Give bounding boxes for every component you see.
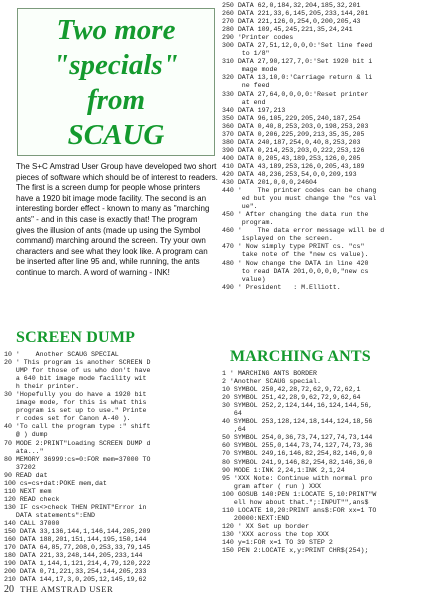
marching-ants-listing: 1 ' MARCHING ANTS BORDER 2 'Another SCAUG special. 10 SYMBOL 250,42,28,72,62,9,72,62,1 20 SYMBOL 251,42,28,9,62,72,9,62,64 30 SYMBOL 252,2,124,144,16,124,144,56, 64 40 SYMBOL 253,128,124,18,144,124,18,56 ,64 50 SYMBOL 254,0,36,73,74,127,74,73,144 60 SYMBOL 255,0,144,73,74,127,74,73,36 70 SYMBOL 249,16,146,82,254,82,146,9,0 80 SYMBOL 241,9,146,82,254,82,146,36,0 90 MODE 1:INK 2,24,1:INK 2,1,24 95 'XXX Note: Continue with normal pro gram after ( run ) XXX 100 GOSUB 140:PEN 1:LOCATE 5,10:PRINT"W ell how about that.";:INPUT"",ans$ 110 LOCATE 10,20:PRINT ans$:FOR xx=1 TO 20000:NEXT:END 120 ' XX Set up border 130 'XXX across the top XXX 140 y=1:FOR x=1 TO 39 STEP 2 150 PEN 2:LOCATE x,y:PRINT CHR$(254); bbox=[222, 370, 377, 555]
title-box bbox=[17, 8, 215, 156]
left-column bbox=[4, 8, 219, 581]
intro-paragraph: The S+C Amstrad User Group have developed two short pieces of software which should be of interest to readers. The first is a screen dump for people whose printers have a 1920 bit image mode facility. The second is an interesting border effect - known to many as "marching ants" - and in this case is exactly that! The program gives the illusion of ants (made up using the Symbol command) marching around the screen. Try your own characters and see what they look like. A program can be inserted after line 95 and, while running, the ants continue to march. A word of warning - INK! bbox=[16, 162, 218, 277]
magazine-name: THE AMSTRAD USER bbox=[20, 584, 114, 594]
page-footer bbox=[4, 582, 304, 596]
marching-ants-heading: MARCHING ANTS bbox=[230, 348, 371, 365]
headline: Two more "specials" from SCAUG bbox=[53, 14, 179, 151]
page-number: 20 bbox=[4, 584, 14, 595]
screen-dump-listing-continued: 250 DATA 62,0,184,32,204,185,32,201 260 DATA 221,33,6,145,205,233,144,201 270 DATA 221,126,0,254,0,200,205,43 280 DATA 109,45,245,221,35,24,241 290 'Printer codes 300 DATA 27,51,12,0,0,0:'Set line feed to 1/8" 310 DATA 27,90,127,7,0:'Set 1920 bit i mage mode 320 DATA 13,10,0:'Carriage return & li ne feed 330 DATA 27,64,0,0,0,0:'Reset printer at end 340 DATA 197,213 350 DATA 96,105,229,205,240,187,254 360 DATA 0,40,8,253,203,0,198,253,203 370 DATA 0,206,225,209,213,35,35,205 380 DATA 240,187,254,0,40,8,253,203 390 DATA 0,214,253,203,0,222,253,126 400 DATA 0,205,43,189,253,126,0,205 410 DATA 43,189,253,126,0,205,43,189 420 DATA 48,236,253,54,0,0,209,193 430 DATA 201,0,0,0,24604 440 ' The printer codes can be chang ed but you must change the "cs val ue". 450 ' After changing the data run the program. 460 ' The data error message will be d isplayed on the screen. 470 ' Now simply type PRINT cs. "cs" take note of the "new cs value). 480 ' Now change the DATA in line 420 to read DATA 201,0,0,0,0,"new cs value) 490 ' President : M.Elliott. bbox=[222, 2, 385, 291]
screen-dump-heading: SCREEN DUMP bbox=[16, 329, 136, 346]
screen-dump-listing: 10 ' Another SCAUG SPECIAL 20 ' This program is another SCREEN D UMP for those of us who don't have a 640 bit image mode facility wit h their printer. 30 'Hopefully you do have a 1920 bit image mode, for this is what this program is set up to use." Printe r codes set for Canon A-40 ). 40 'To call the program type :" shift @ ) dump 70 MODE 2:PRINT"Loading SCREEN DUMP d ata..." 80 MEMORY 36999:cs=0:FOR mem=37000 TO 37202 90 READ dat 100 cs=cs+dat:POKE mem,dat 110 NEXT mem 120 READ check 130 IF cs<>check THEN PRINT"Error in DATA statements":END 140 CALL 37000 150 DATA 33,136,144,1,146,144,205,209 160 DATA 188,201,151,144,195,150,144 170 DATA 64,85,77,208,0,253,33,79,145 180 DATA 221,33,248,144,205,233,144 190 DATA 1,144,1,121,214,4,79,120,222 200 DATA 0,71,221,33,254,144,205,233 210 DATA 144,17,3,0,205,12,145,19,62 bbox=[4, 351, 151, 583]
right-column bbox=[222, 0, 439, 600]
